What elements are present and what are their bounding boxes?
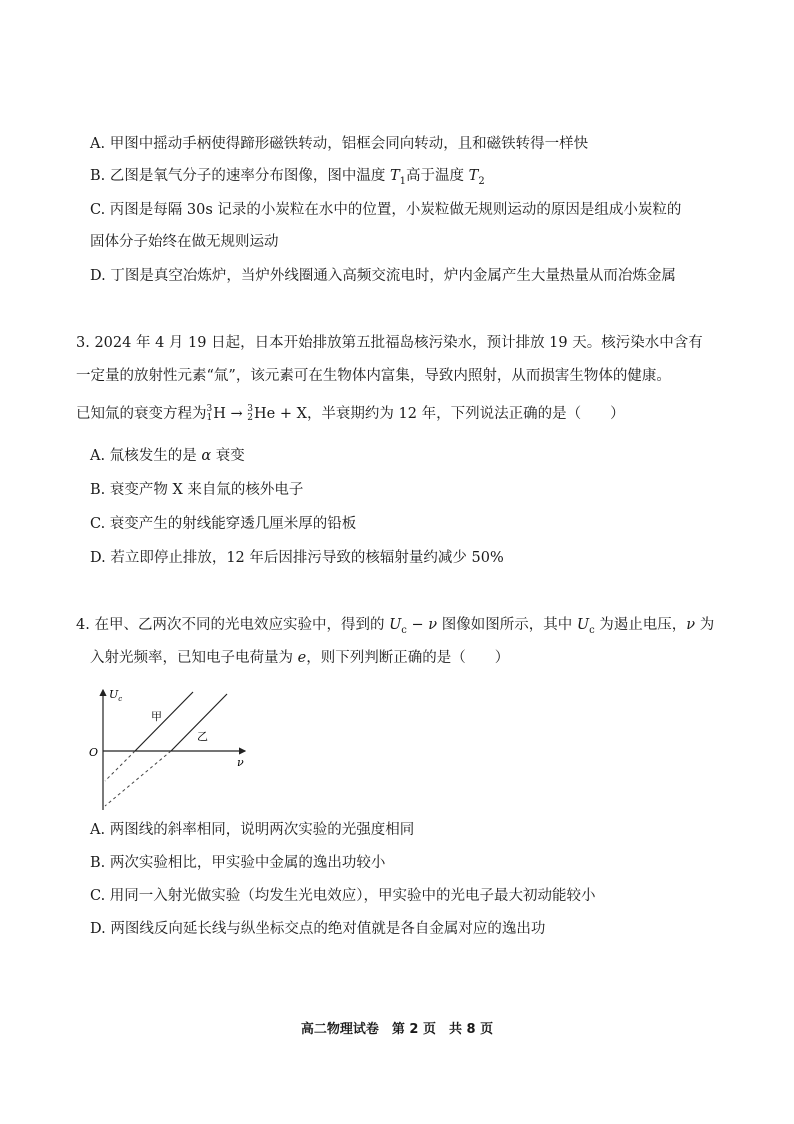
- q4-option-d: D. 两图线反向延长线与纵坐标交点的绝对值就是各自金属对应的逸出功: [90, 921, 546, 937]
- q2-option-b-text: B. 乙图是氧气分子的速率分布图像，图中温度: [90, 168, 390, 184]
- q3-option-a-post: 衰变: [211, 448, 245, 464]
- nu-symbol: ν: [428, 617, 438, 633]
- q4-stem-line1: [76, 615, 714, 635]
- q4-option-a: A. 两图线的斜率相同，说明两次实验的光强度相同: [90, 822, 415, 838]
- q2-option-d: D. 丁图是真空冶炼炉，当炉外线圈通入高频交流电时，炉内金属产生大量热量从而冶炼金属: [90, 268, 676, 284]
- x-axis-label: ν: [237, 756, 244, 769]
- origin-label: O: [89, 746, 99, 759]
- temp-t2-symbol: T: [468, 168, 479, 184]
- q3-stem-line3-post: ，半衰期约为 12 年，下列说法正确的是（ ）: [306, 406, 625, 422]
- he-symbol: He: [254, 406, 276, 422]
- decay-equation: [207, 404, 307, 424]
- q3-option-d: D. 若立即停止排放，12 年后因排污导致的核辐射量约减少 50%: [90, 550, 504, 566]
- q4-option-b: B. 两次实验相比，甲实验中金属的逸出功较小: [90, 855, 386, 871]
- q3-stem-line3: [76, 404, 625, 424]
- q3-option-c: C. 衰变产生的射线能穿透几厘米厚的铅板: [90, 516, 357, 532]
- q3-stem-line1: 3. 2024 年 4 月 19 日起，日本开始排放第五批福岛核污染水，预计排放 19 天。核污染水中含有: [76, 335, 703, 351]
- q3-stem-line2: 一定量的放射性元素“氚”，该元素可在生物体内富集，导致内照射，从而损害生物体的健康。: [76, 368, 671, 384]
- q3-stem-line3-pre: 已知氚的衰变方程为: [76, 406, 207, 422]
- h-atomic-number: 1: [206, 413, 213, 423]
- q4-option-c: C. 用同一入射光做实验（均发生光电效应），甲实验中的光电子最大初动能较小: [90, 888, 596, 904]
- q2-option-c-line2: 固体分子始终在做无规则运动: [90, 234, 279, 250]
- q3-option-a-pre: A. 氚核发生的是: [90, 448, 202, 464]
- e-symbol: e: [297, 650, 307, 666]
- uc-subscript-2: c: [589, 624, 595, 636]
- nu-symbol-2: ν: [686, 617, 696, 633]
- temp-t1-symbol: T: [389, 168, 400, 184]
- line-yi-label: 乙: [197, 730, 208, 743]
- temp-t2-subscript: 2: [478, 175, 485, 187]
- uc-symbol: U: [389, 617, 402, 633]
- temp-t1-subscript: 1: [399, 175, 407, 187]
- q4-stem-line2-post: ，则下列判断正确的是（ ）: [306, 650, 510, 666]
- uc-subscript: c: [401, 624, 407, 636]
- q2-option-a: A. 甲图中摇动手柄使得蹄形磁铁转动，铝框会同向转动，且和磁铁转得一样快: [90, 136, 589, 152]
- line-yi-extension: [105, 751, 171, 806]
- uc-symbol-2: U: [576, 617, 590, 633]
- h-symbol: H: [213, 406, 226, 422]
- line-jia: [135, 692, 193, 751]
- q3-option-a: [90, 446, 245, 466]
- q2-option-b: [90, 166, 485, 186]
- q4-stem-line2-pre: 入射光频率，已知电子电荷量为: [90, 650, 298, 666]
- line-jia-extension: [105, 751, 135, 781]
- arrow-icon: →: [230, 406, 243, 422]
- q4-stem-mid2: 为遏止电压，: [594, 617, 687, 633]
- page-footer: 高二物理试卷 第 2 页 共 8 页: [300, 1022, 494, 1037]
- q2-option-c-line1: C. 丙图是每隔 30s 记录的小炭粒在水中的位置，小炭粒做无规则运动的原因是组成小炭粒的: [90, 202, 682, 218]
- he-atomic-number: 2: [247, 413, 253, 423]
- q4-stem-pre: 4. 在甲、乙两次不同的光电效应实验中，得到的: [76, 617, 390, 633]
- q4-dash: −: [406, 617, 429, 633]
- he-mass-number: 3: [247, 404, 253, 414]
- h-mass-number: 3: [206, 404, 213, 414]
- uc-nu-graph: [85, 686, 255, 816]
- line-jia-label: 甲: [151, 710, 162, 723]
- q3-option-b: B. 衰变产物 X 来自氚的核外电子: [90, 482, 304, 498]
- q4-stem-line2: [90, 648, 509, 668]
- y-axis-label: $U_c$: [109, 688, 123, 703]
- alpha-symbol: α: [201, 448, 212, 464]
- equation-tail: + X: [275, 406, 307, 422]
- q4-stem-mid: 图像如图所示，其中: [437, 617, 577, 633]
- q2-option-b-mid: 高于温度: [406, 168, 469, 184]
- q4-stem-end: 为: [695, 617, 715, 633]
